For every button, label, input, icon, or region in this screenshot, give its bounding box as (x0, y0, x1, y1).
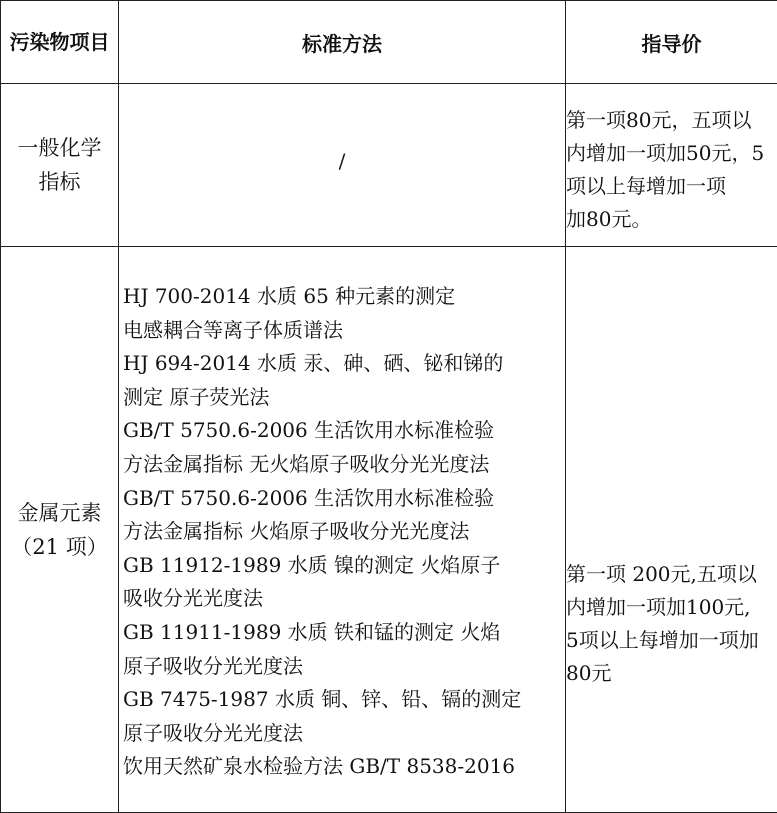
method-line: HJ 694-2014 水质 汞、砷、硒、铋和锑的 (123, 347, 565, 381)
pollutant-cell (1, 84, 119, 247)
method-line: GB/T 5750.6-2006 生活饮用水标准检验 (123, 414, 565, 448)
price-line: 第一项80元，五项以 (566, 104, 777, 137)
method-line: GB 7475-1987 水质 铜、锌、铅、镉的测定 (123, 683, 565, 717)
method-line: 饮用天然矿泉水检验方法 GB/T 8538-2016 (123, 750, 565, 784)
method-line: 电感耦合等离子体质谱法 (123, 314, 565, 348)
price-line: 第一项 200元,五项以 (566, 558, 777, 591)
pollutant-name-line: 指标 (10, 165, 110, 199)
price-line: 项以上每增加一项 (566, 170, 777, 203)
method-line: 方法金属指标 无火焰原子吸收分光光度法 (123, 448, 565, 482)
price-line: 内增加一项加50元，5 (566, 137, 777, 170)
method-line: 方法金属指标 火焰原子吸收分光光度法 (123, 515, 565, 549)
header-row (1, 1, 777, 84)
price-cell (566, 247, 777, 813)
method-line: GB 11912-1989 水质 镍的测定 火焰原子 (123, 549, 565, 583)
method-cell (119, 247, 566, 813)
method-line: HJ 700-2014 水质 65 种元素的测定 (123, 280, 565, 314)
price-line: 内增加一项加100元, (566, 591, 777, 624)
header-method: 标准方法 (119, 1, 566, 84)
method-line: GB/T 5750.6-2006 生活饮用水标准检验 (123, 482, 565, 516)
table-row (1, 247, 777, 813)
method-line: 吸收分光光度法 (123, 582, 565, 616)
price-line: 80元 (566, 657, 777, 690)
method-list (119, 247, 565, 784)
method-line: GB 11911-1989 水质 铁和锰的测定 火焰 (123, 616, 565, 650)
method-cell (119, 84, 566, 247)
pollutant-name-line: 一般化学 (10, 131, 110, 165)
pollutant-name-line: 金属元素 (10, 496, 110, 530)
method-line: 测定 原子荧光法 (123, 381, 565, 415)
method-text: / (339, 149, 346, 173)
method-line: 原子吸收分光光度法 (123, 717, 565, 751)
header-pollutant: 污染物项目 (1, 1, 119, 84)
pollutant-cell (1, 247, 119, 813)
pollutant-name-line: （21 项） (10, 530, 110, 564)
price-line: 加80元。 (566, 203, 777, 236)
price-line: 5项以上每增加一项加 (566, 624, 777, 657)
method-line: 原子吸收分光光度法 (123, 650, 565, 684)
header-price: 指导价 (566, 1, 777, 84)
table-row (1, 84, 777, 247)
price-cell (566, 84, 777, 247)
